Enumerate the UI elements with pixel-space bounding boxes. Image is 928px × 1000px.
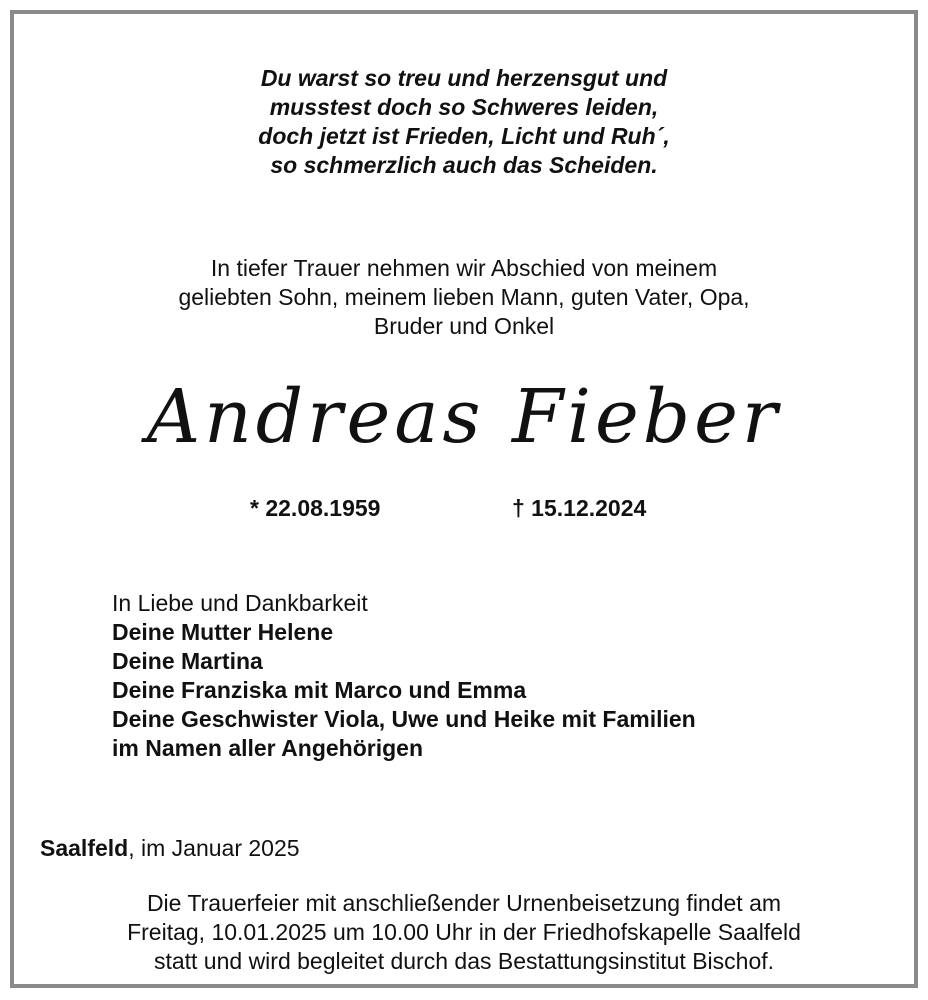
deceased-name: Andreas Fieber — [146, 374, 782, 460]
family-member: Deine Franziska mit Marco und Emma — [112, 677, 527, 703]
intro-text — [14, 254, 914, 341]
place-date-text: , im Januar 2025 — [128, 835, 300, 861]
family-list — [112, 589, 892, 763]
service-info — [14, 889, 914, 976]
place-city: Saalfeld — [40, 835, 129, 861]
family-member: im Namen aller Angehörigen — [112, 735, 423, 761]
service-line: Die Trauerfeier mit anschließender Urnenbeisetzung findet am — [146, 890, 782, 916]
place-date — [40, 834, 300, 863]
service-line: Freitag, 10.01.2025 um 10.00 Uhr in der Friedhofskapelle Saalfeld — [127, 919, 801, 945]
death-date: † 15.12.2024 — [512, 495, 647, 521]
intro-line: Bruder und Onkel — [373, 313, 555, 339]
family-lead: In Liebe und Dankbarkeit — [112, 590, 368, 616]
intro-line: In tiefer Trauer nehmen wir Abschied von meinem — [210, 255, 718, 281]
obituary-frame — [10, 10, 918, 988]
poem — [14, 64, 914, 180]
poem-line: Du warst so treu und herzensgut und — [260, 65, 668, 91]
poem-line: musstest doch so Schweres leiden, — [269, 94, 659, 120]
family-member: Deine Mutter Helene — [112, 619, 334, 645]
poem-line: doch jetzt ist Frieden, Licht und Ruh´, — [258, 123, 670, 149]
intro-line: geliebten Sohn, meinem lieben Mann, guten Vater, Opa, — [178, 284, 750, 310]
family-member: Deine Martina — [112, 648, 263, 674]
family-member: Deine Geschwister Viola, Uwe und Heike mit Familien — [112, 706, 696, 732]
birth-date: * 22.08.1959 — [250, 495, 381, 521]
service-line: statt und wird begleitet durch das Bestattungsinstitut Bischof. — [153, 948, 775, 974]
poem-line: so schmerzlich auch das Scheiden. — [270, 152, 658, 178]
